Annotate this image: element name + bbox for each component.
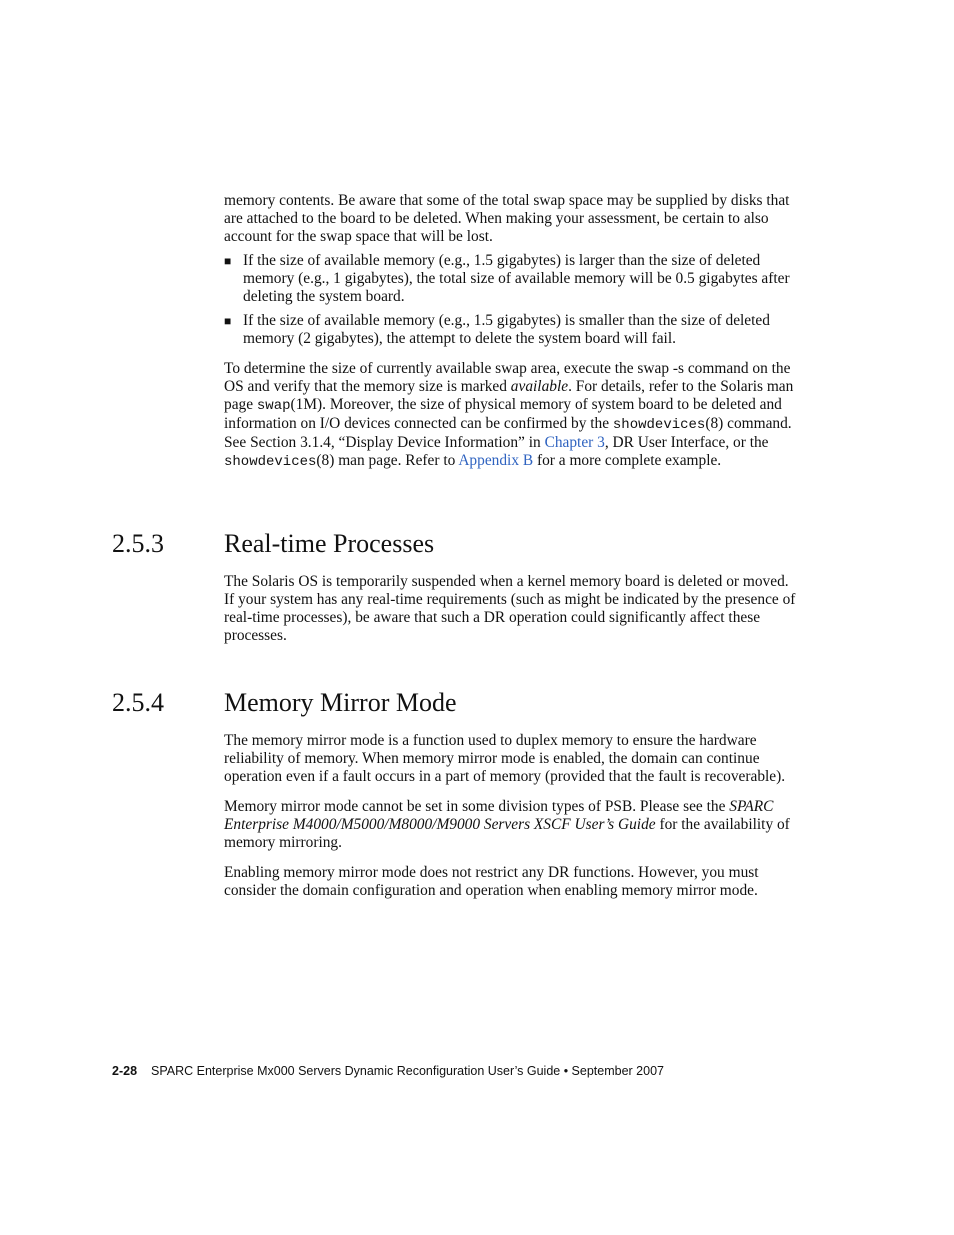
square-bullet-icon: ■ [224,314,232,328]
section-number: 2.5.3 [112,529,164,558]
page-footer [112,1063,664,1079]
mirror-paragraph-2 [224,798,796,852]
intro-block [224,192,796,471]
section-body-2-5-4 [224,732,796,900]
memory-bullet-list [224,252,796,348]
text-run: (8) man page. Refer to [316,452,459,469]
bullet-text: If the size of available memory (e.g., 1.5 gigabytes) is smaller than the size of deleted memory (2 gigabytes), the attempt to delete the system board will fail. [243,312,770,347]
text-run: To determine the size of currently available swap area, execute the swap -s command on the OS and verify that the memory size is marked [224,360,791,395]
section-title: Memory Mirror Mode [224,688,457,717]
code-swap: swap [256,398,291,414]
chapter-3-link[interactable]: Chapter 3 [544,434,605,451]
section-body-2-5-3 [224,573,796,645]
text-run: for a more complete example. [533,452,722,469]
swap-paragraph [224,360,796,471]
mirror-paragraph-1: The memory mirror mode is a function used to duplex memory to ensure the hardware reliability of memory. When memory mirror mode is enabled, the domain can continue operation even if a fault occurs in a part of memory (provided that the fault is recoverable). [224,732,786,785]
text-run: (1M). Moreover, the size of physical memory of system board to be deleted and information on I/O devices connected can be confirmed by the [224,396,782,432]
text-run: Memory mirror mode cannot be set in some division types of PSB. Please see the [224,798,730,815]
section-title: Real-time Processes [224,529,435,558]
square-bullet-icon: ■ [224,254,232,268]
mirror-paragraph-3: Enabling memory mirror mode does not restrict any DR functions. However, you must consider the domain configuration and operation when enabling memory mirror mode. [224,864,759,899]
list-item [224,312,796,348]
text-run: for the availability of memory mirroring. [224,816,790,851]
appendix-b-link[interactable]: Appendix B [458,452,534,469]
code-showdevices: showdevices [224,454,317,470]
list-item [224,252,796,306]
footer-text: SPARC Enterprise Mx000 Servers Dynamic Reconfiguration User’s Guide • September 2007 [151,1064,664,1078]
text-run: , DR User Interface, or the [604,434,769,451]
guide-title-emphasis: SPARC Enterprise M4000/M5000/M8000/M9000 Servers XSCF User’s Guide [224,798,774,833]
page-number: 2-28 [112,1064,138,1078]
emphasis-available: available [510,378,569,395]
intro-paragraph: memory contents. Be aware that some of the total swap space may be supplied by disks that are attached to the board to be deleted. When making your assessment, be certain to also account for the swap space that will be lost. [224,192,790,245]
realtime-paragraph: The Solaris OS is temporarily suspended when a kernel memory board is deleted or moved. If your system has any real-time requirements (such as might be indicated by the presence of real-time processes), be aware that such a DR operation could significantly affect these processes. [224,573,796,644]
bullet-text: If the size of available memory (e.g., 1.5 gigabytes) is larger than the size of deleted memory (e.g., 1 gigabytes), the total size of available memory will be 0.5 gigabytes after deleting the system board. [243,252,790,305]
code-showdevices: showdevices [612,417,706,433]
section-number: 2.5.4 [112,688,164,717]
text-run: . For details, refer to the Solaris man page [224,378,794,413]
text-run: (8) command. See Section 3.1.4, “Display Device Information” in [224,415,792,451]
